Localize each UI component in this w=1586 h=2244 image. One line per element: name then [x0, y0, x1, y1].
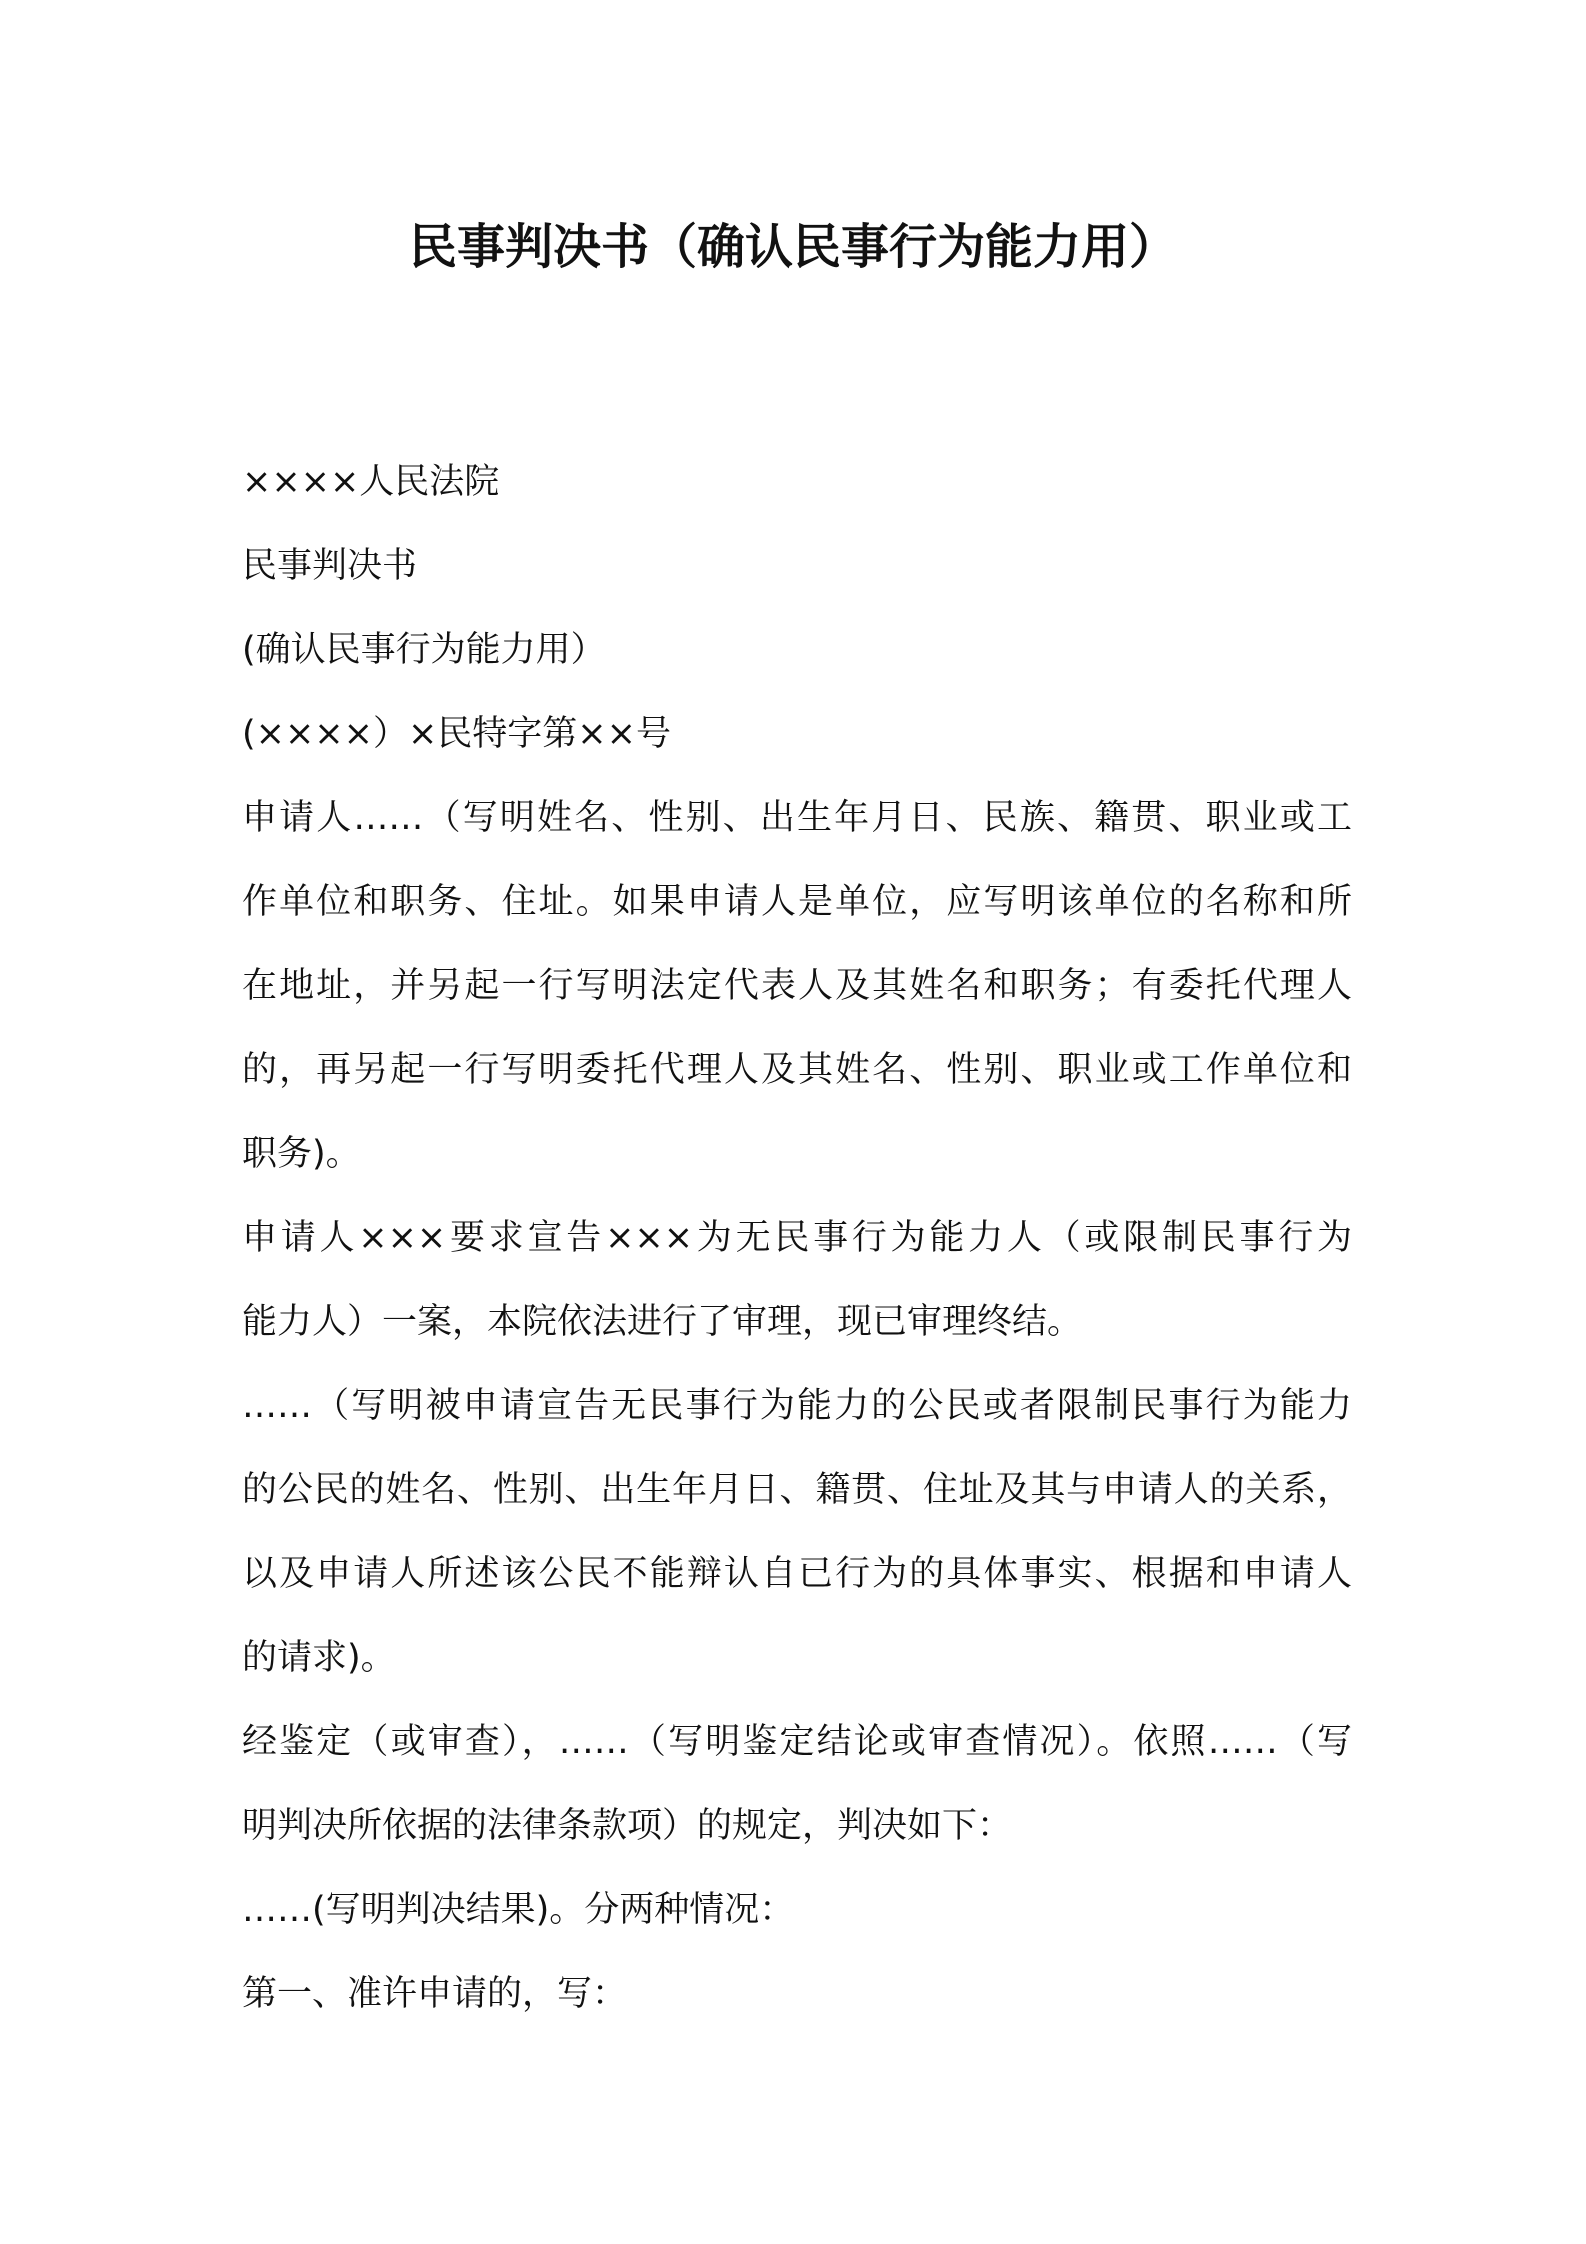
paragraph-line: 的公民的姓名、性别、出生年月日、籍贯、住址及其与申请人的关系，	[242, 1470, 1352, 1510]
document-subtitle: (确认民事行为能力用）	[242, 630, 606, 670]
case-number: (××××）×民特字第××号	[242, 714, 671, 754]
paragraph-line: 申请人×××要求宣告×××为无民事行为能力人（或限制民事行为	[242, 1218, 1352, 1258]
paragraph-line: 在地址，并另起一行写明法定代表人及其姓名和职务；有委托代理人	[242, 966, 1352, 1006]
paragraph-line: 申请人……（写明姓名、性别、出生年月日、民族、籍贯、职业或工	[242, 798, 1352, 838]
document-type: 民事判决书	[242, 546, 418, 586]
paragraph-line: 经鉴定（或审查），……（写明鉴定结论或审查情况）。依照……（写	[242, 1722, 1352, 1762]
paragraph-line: 明判决所依据的法律条款项）的规定，判决如下：	[242, 1806, 1013, 1846]
paragraph-line: 以及申请人所述该公民不能辩认自已行为的具体事实、根据和申请人	[242, 1554, 1352, 1594]
paragraph-line: ……(写明判决结果)。分两种情况：	[242, 1890, 795, 1930]
paragraph-line: 第一、准许申请的，写：	[242, 1974, 628, 2014]
paragraph-line: 的请求)。	[242, 1638, 396, 1678]
document-title: 民事判决书（确认民事行为能力用）	[408, 219, 1177, 275]
paragraph-line: 的，再另起一行写明委托代理人及其姓名、性别、职业或工作单位和	[242, 1050, 1352, 1090]
paragraph-line: ……（写明被申请宣告无民事行为能力的公民或者限制民事行为能力	[242, 1386, 1352, 1426]
document-body	[242, 440, 1352, 2036]
paragraph-line: 作单位和职务、住址。如果申请人是单位，应写明该单位的名称和所	[242, 882, 1352, 922]
paragraph-line: 能力人）一案，本院依法进行了审理，现已审理终结。	[242, 1302, 1083, 1342]
paragraph-line: 职务)。	[242, 1134, 361, 1174]
court-name: ××××人民法院	[242, 462, 500, 502]
